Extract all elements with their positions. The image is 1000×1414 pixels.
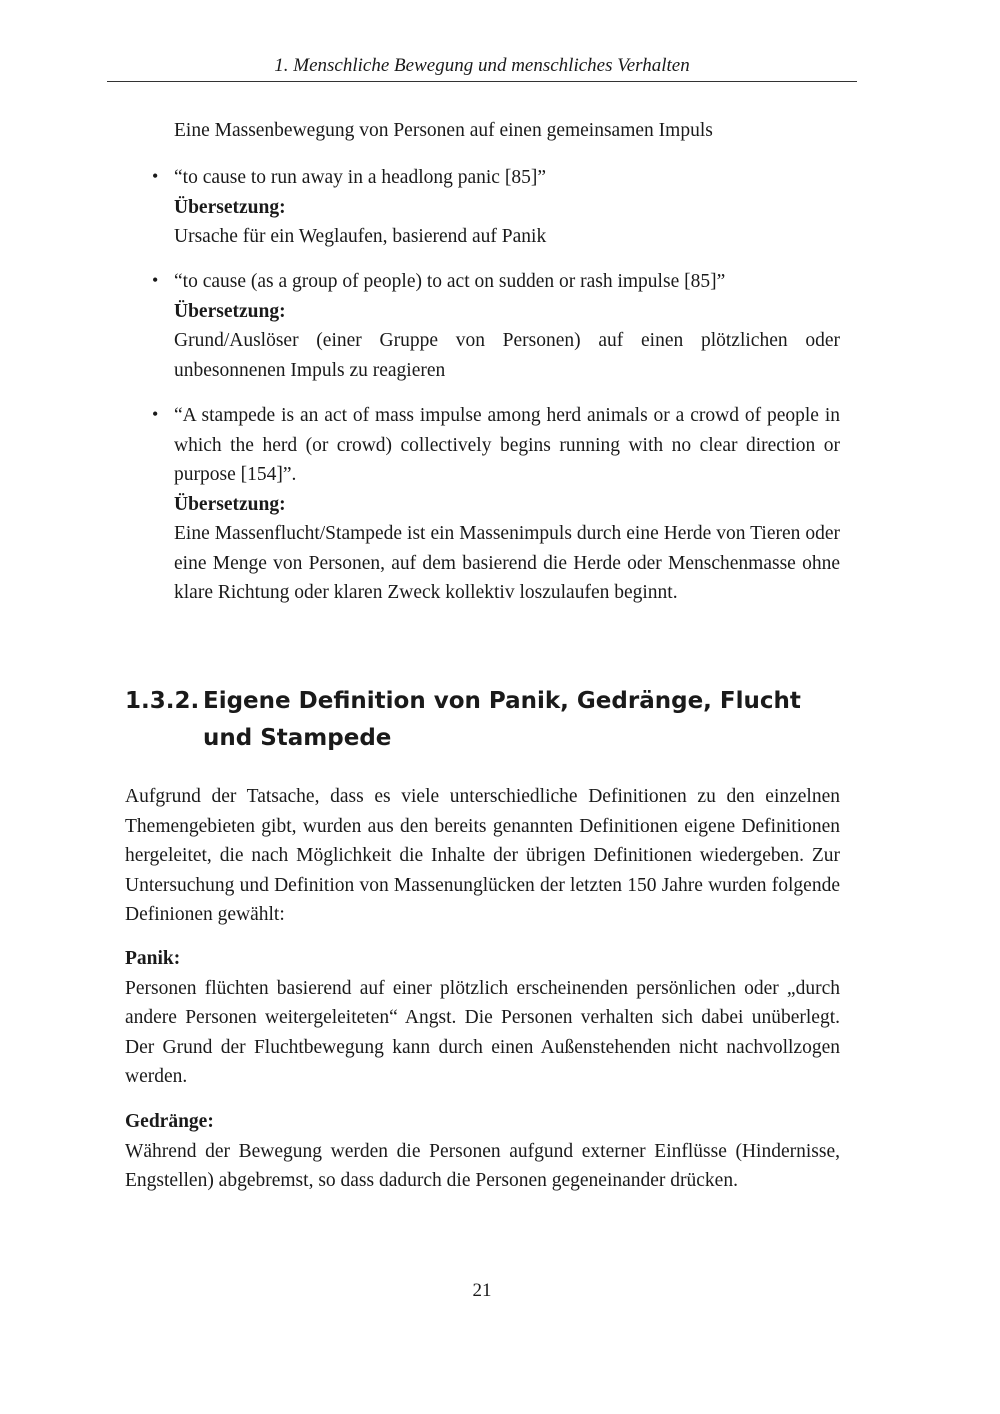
bullet-quote: “A stampede is an act of mass impulse among herd animals or a crowd of people in which the herd (or crowd) collectively begins running with no clear direction or purpose [154]”. [174, 405, 840, 485]
translation-label: Übersetzung: [174, 196, 286, 218]
bullet-quote: “to cause (as a group of people) to act on sudden or rash impulse [85]” [174, 271, 726, 292]
translation-text: Eine Massenflucht/Stampede ist ein Massenimpuls durch eine Herde von Tieren oder eine Menge von Personen, auf dem basierend die Herde oder Menschenmasse ohne klare Richtung oder klaren Zweck kollektiv loszulaufen beginnt. [174, 523, 840, 603]
running-header: 1. Menschliche Bewegung und menschliches Verhalten [274, 55, 690, 76]
bullet-marker: • [152, 404, 159, 424]
definition-gedraenge [125, 1107, 840, 1196]
section-title: Eigene Definition von Panik, Gedränge, Flucht und Stampede [203, 688, 801, 751]
header-rule [107, 81, 857, 82]
translation-text: Ursache für ein Weglaufen, basierend auf Panik [174, 226, 547, 247]
definition-panik [125, 944, 840, 1092]
section-number: 1.3.2. [125, 688, 200, 714]
intro-line: Eine Massenbewegung von Personen auf einen gemeinsamen Impuls [174, 120, 713, 141]
section-intro-paragraph: Aufgrund der Tatsache, dass es viele unterschiedliche Definitionen zu den einzelnen Themengebieten gibt, wurden aus den bereits genannten Definitionen eigene Definitionen hergeleitet, die nach Möglichkeit die Inhalte der übrigen Definitionen wiedergeben. Zur Untersuchung und Definition von Massenunglücken der letzten 150 Jahre wurden folgende Definionen gewählt: [125, 786, 840, 925]
definition-text: Während der Bewegung werden die Personen aufgund externer Einflüsse (Hindernisse, Engstellen) abgebremst, so dass dadurch die Personen gegeneinander drücken. [125, 1140, 840, 1191]
bullet-quote: “to cause to run away in a headlong panic [85]” [174, 167, 546, 188]
definition-term: Gedränge: [125, 1111, 214, 1132]
translation-label: Übersetzung: [174, 493, 286, 515]
definition-term: Panik: [125, 948, 181, 969]
bullet-marker: • [152, 270, 159, 290]
translation-label: Übersetzung: [174, 300, 286, 322]
bullet-item [174, 163, 840, 252]
bullet-item [174, 267, 840, 385]
section-heading [125, 683, 845, 757]
bullet-item [174, 401, 840, 608]
translation-text: Grund/Auslöser (einer Gruppe von Personen) auf einen plötzlichen oder unbesonnenen Impuls zu reagieren [174, 330, 840, 381]
definition-text: Personen flüchten basierend auf einer plötzlich erscheinenden persönlichen oder „durch andere Personen weitergeleiteten“ Angst. Die Personen verhalten sich dabei unüberlegt. Der Grund der Fluchtbewegung kann durch einen Außenstehenden nicht nachvollzogen werden. [125, 977, 840, 1087]
bullet-marker: • [152, 166, 159, 186]
page-number: 21 [472, 1280, 492, 1301]
